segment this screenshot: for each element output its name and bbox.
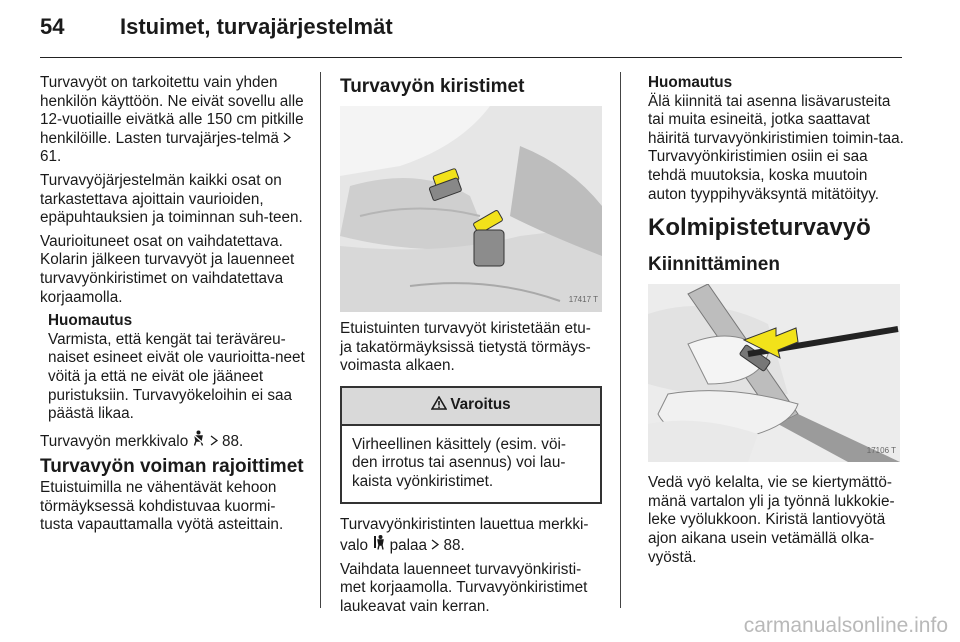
note-block xyxy=(648,74,904,204)
page-reference[interactable]: 88. xyxy=(221,432,244,450)
warning-box xyxy=(340,386,602,504)
pretensioner-warning-icon xyxy=(372,534,385,556)
figure-code: 17106 T xyxy=(866,445,896,455)
paragraph: Vedä vyö kelalta, vie se kiertymättö-mänä vartalon yli ja työnnä lukkokie-leke vyölukkoon. Kiristä lantiovyötä ajon aikana usein vetämällä olka-vyöstä. xyxy=(648,474,895,566)
page-reference[interactable]: 88. xyxy=(443,537,465,555)
section-heading: Turvavyön voiman rajoittimet xyxy=(40,456,304,478)
figure-code: 17417 T xyxy=(568,295,598,305)
note-block xyxy=(48,312,308,424)
chapter-heading: Kolmipisteturvavyö xyxy=(648,214,871,242)
warning-header xyxy=(342,388,600,426)
column-divider-1 xyxy=(320,72,321,608)
paragraph-text: Turvavyönkiristinten lauettua merkki-valo xyxy=(340,515,589,555)
paragraph: Turvavyöjärjestelmän kaikki osat on tarkastettava ajoittain vaurioiden, epäpuhtauksien ja toiminnan suh-teen. xyxy=(40,171,303,227)
warning-triangle-icon xyxy=(431,396,447,416)
paragraph: Vaihdata lauenneet turvavyönkiristi-met korjaamolla. Turvavyönkiristimet laukeavat vain kerran. xyxy=(340,560,588,615)
reference-arrow-icon xyxy=(210,433,218,452)
paragraph xyxy=(340,516,602,556)
paragraph xyxy=(40,74,308,167)
paragraph-text: Turvavyön merkkivalo xyxy=(40,432,189,450)
column-2 xyxy=(340,74,602,622)
note-text: Älä kiinnitä tai asenna lisävarusteita tai muita esineitä, jotka saattavat häiritä turvavyönkiristimien toimin-taa. Turvavyönkiristimien osiin ei saa tehdä muutoksia, koska muutoin auton tyyppihyväksyntä mitätöityy. xyxy=(648,92,904,203)
paragraph: Etuistuinten turvavyöt kiristetään etu-ja takatörmäyksissä tietystä törmäys-voimasta alkaen. xyxy=(340,320,591,375)
watermark: carmanualsonline.info xyxy=(743,614,948,637)
paragraph xyxy=(40,430,308,452)
buckle-fastening-illustration xyxy=(648,284,900,462)
section-heading: Turvavyön kiristimet xyxy=(340,76,525,97)
reference-arrow-icon xyxy=(431,537,439,556)
note-title: Huomautus xyxy=(648,74,733,91)
column-3 xyxy=(648,74,904,572)
page-number: 54 xyxy=(40,14,65,39)
seatbelt-person-icon xyxy=(192,430,205,452)
paragraph: Vaurioituneet osat on vaihdatettava. Kolarin jälkeen turvavyöt ja lauenneet turvavyönkiristimet on vaihdatettava korjaamolla. xyxy=(40,232,295,306)
warning-title: Varoitus xyxy=(450,396,511,414)
section-heading: Kiinnittäminen xyxy=(648,254,780,276)
warning-text: Virheellinen käsittely (esim. vöi-den irrotus tai asennus) voi lau-kaista vyönkiristimet. xyxy=(352,435,566,490)
seatbelt-buckle-illustration xyxy=(340,106,602,312)
column-divider-2 xyxy=(620,72,621,608)
note-title: Huomautus xyxy=(48,312,133,330)
column-1 xyxy=(40,74,308,540)
paragraph-text: palaa xyxy=(389,537,427,555)
reference-arrow-icon xyxy=(283,130,291,149)
paragraph-text: Turvavyöt on tarkoitettu vain yhden henkilön käyttöön. Ne eivät sovellu alle 12-vuotiaille eivätkä alle 150 cm pitkille henkilöille. Lasten turvajärjes-telmä xyxy=(40,74,304,147)
page-title: Istuimet, turvajärjestelmät xyxy=(120,14,393,39)
note-text: Varmista, että kengät tai teräväreu-naiset esineet eivät ole vaurioitta-neet vöitä ja että ne eivät ole jääneet puristuksiin. Turvavyökeloihin ei saa päästä likaa. xyxy=(48,330,305,423)
page-reference[interactable]: 61. xyxy=(40,148,62,166)
header-rule xyxy=(40,57,902,58)
paragraph: Etuistuimilla ne vähentävät kehoon törmäyksessä kohdistuvaa kuormi-tusta vapauttamalla vyötä asteittain. xyxy=(40,479,284,534)
